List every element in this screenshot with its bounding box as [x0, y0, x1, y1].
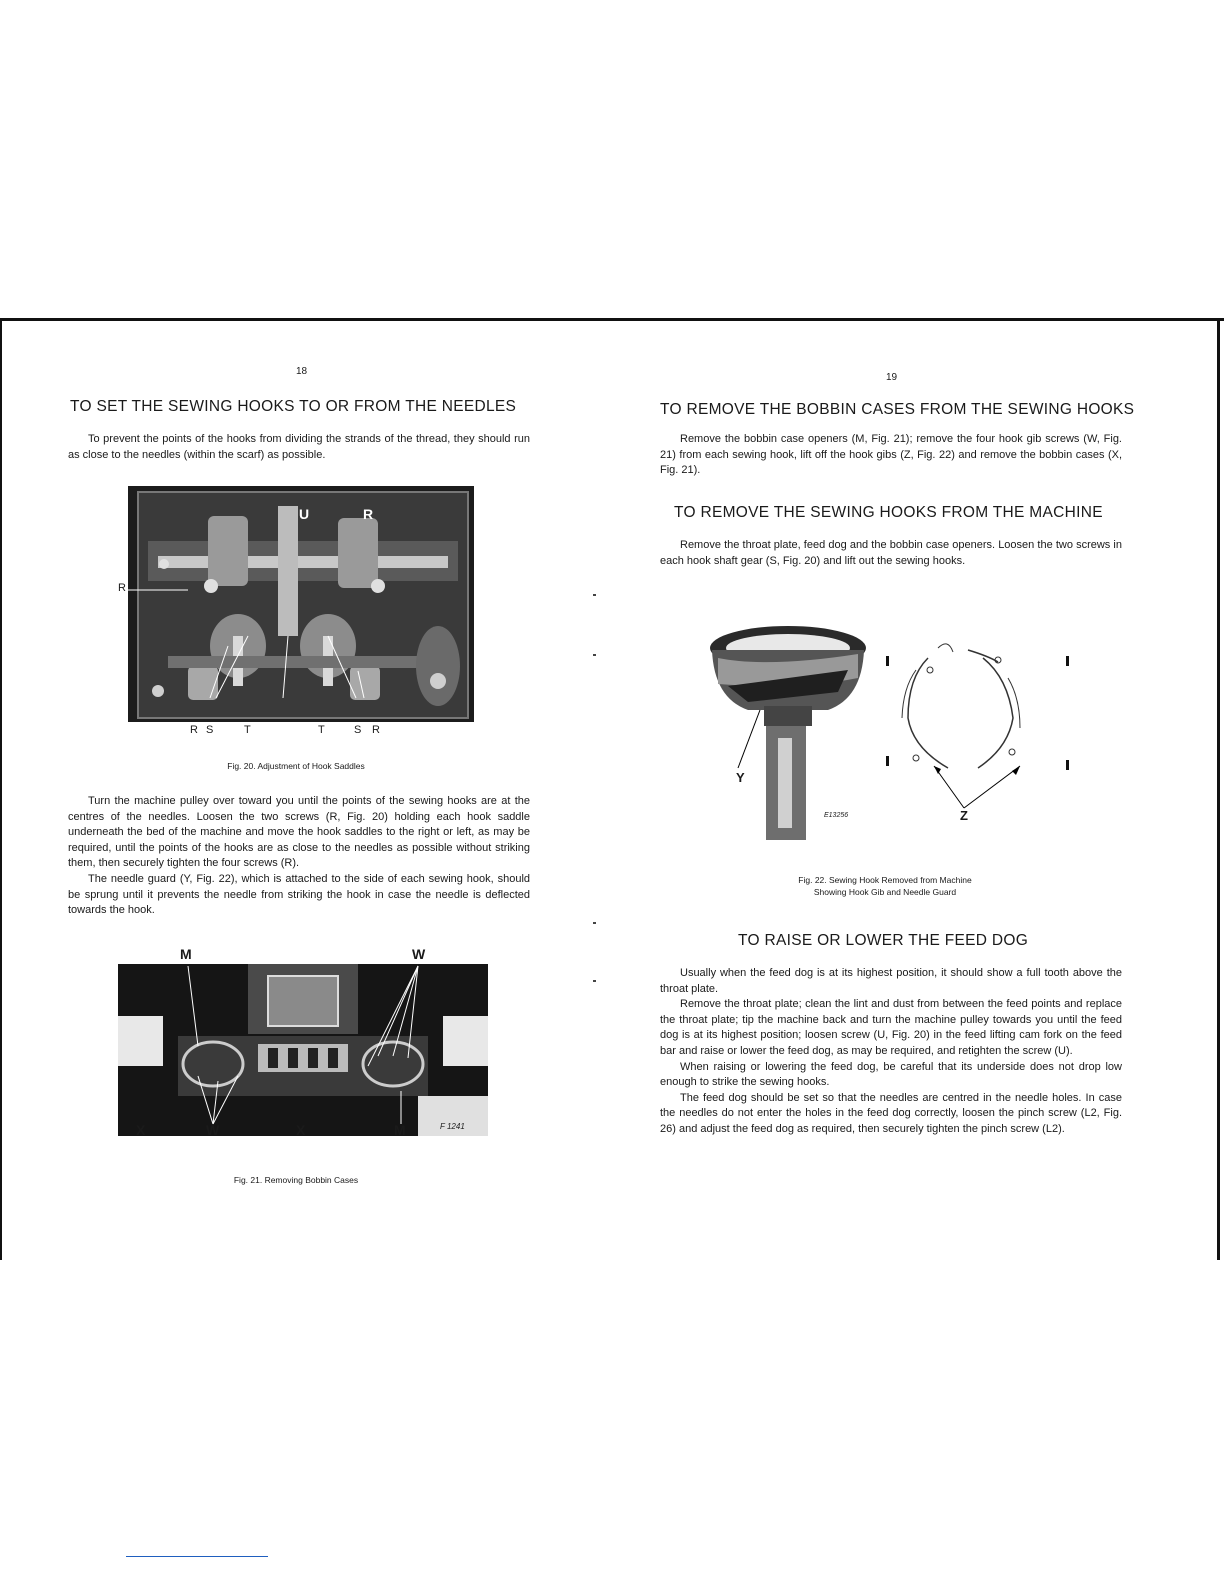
feed-dog-p2: Remove the throat plate; clean the lint and dust from between the feed points and replace the throat plate; tip the machine back and turn the machine pulley towards you until the feed dog is at its highest position; loosen screw (U, Fig. 20) in the feed lifting cam fork on the feed bar and raise or lower the feed dog, as may be required, and retighten the screw (U). — [660, 998, 1122, 1057]
heading-feed-dog: TO RAISE OR LOWER THE FEED DOG — [738, 932, 1029, 949]
bottom-link-underline — [126, 1556, 268, 1557]
fig21-label-x1: X — [136, 1122, 146, 1138]
fig20-label-u: U — [299, 506, 310, 522]
heading-set-hooks: TO SET THE SEWING HOOKS TO OR FROM THE NEEDLES — [70, 398, 517, 415]
fig21-code: F 1241 — [440, 1122, 465, 1131]
fig20-illustration — [128, 486, 474, 742]
fig22-label-y: Y — [736, 770, 745, 785]
heading-remove-bobbin-cases: TO REMOVE THE BOBBIN CASES FROM THE SEWING HOOKS — [660, 401, 1135, 418]
fig22-drawing — [708, 618, 1088, 848]
fig20-label-s2: S — [354, 724, 362, 736]
fig21-label-m-top: M — [180, 946, 192, 962]
feed-dog-p3: When raising or lowering the feed dog, be careful that its underside does not drop low enough to strike the sewing hooks. — [660, 1060, 1122, 1089]
scan-mark — [593, 922, 596, 924]
fig20-label-s1: S — [206, 724, 214, 736]
fig22-label-z: Z — [960, 808, 968, 823]
book-spread — [0, 318, 1224, 1260]
fig22-caption: Fig. 22. Sewing Hook Removed from Machine Showing Hook Gib and Needle Guard — [798, 875, 972, 897]
scan-mark — [593, 594, 596, 596]
para-remove-sewing-hooks: Remove the throat plate, feed dog and the bobbin case openers. Loosen the two screws in each hook shaft gear (S, Fig. 20) and lift out the sewing hooks. — [660, 539, 1122, 567]
page-top-border — [0, 318, 1224, 321]
left-body-p1: Turn the machine pulley over toward you until the points of the sewing hooks are at the centres of the needles. Loosen the two screws (R, Fig. 20) holding each hook saddle underneath the bed of the machine and move the hook saddles to the right or left, as may be required, until the points of the hooks are as close to the needles as possible without striking them, then securely tighten the four screws (R). — [68, 795, 530, 870]
page-left-border — [0, 318, 2, 1260]
fig21-label-w-bottom: W — [206, 1122, 220, 1138]
left-body-text — [68, 794, 530, 919]
page-right-border — [1217, 318, 1220, 1260]
fig21-label-w-top: W — [412, 946, 426, 962]
fig20-label-r2: R — [372, 724, 380, 736]
fig21-caption: Fig. 21. Removing Bobbin Cases — [233, 1175, 359, 1185]
fig22-illustration — [708, 618, 1088, 848]
fig22-code: E13256 — [824, 812, 849, 819]
feed-dog-text — [660, 966, 1122, 1138]
fig20-label-t1: T — [244, 724, 251, 736]
fig20-label-t2: T — [318, 724, 325, 736]
fig21-photo — [118, 946, 488, 1156]
intro-paragraph: To prevent the points of the hooks from dividing the strands of the thread, they should run as close to the needles (within the scarf) as possible. — [68, 433, 530, 461]
page-number-left: 18 — [296, 366, 308, 377]
feed-dog-p4: The feed dog should be set so that the needles are centred in the needle holes. In case the needles do not enter the holes in the feed dog correctly, loosen the pinch screw (L2, Fig. 26) and adjust the feed dog as required, then securely tighten the pinch screw (L2). — [660, 1091, 1122, 1135]
fig20-caption: Fig. 20. Adjustment of Hook Saddles — [227, 761, 365, 771]
page-number-right: 19 — [886, 372, 898, 383]
scan-mark — [593, 654, 596, 656]
fig21-label-m-bottom: M — [394, 1122, 406, 1138]
scan-mark — [593, 980, 596, 982]
para-remove-bobbin-cases: Remove the bobbin case openers (M, Fig. 21); remove the four hook gib screws (W, Fig. 21) from each sewing hook, lift off the hook gibs (Z, Fig. 22) and remove the bobbin cases (X, Fig. 21). — [660, 433, 1122, 477]
fig20-photo — [118, 486, 474, 742]
feed-dog-p1: Usually when the feed dog is at its highest position, it should show a full tooth above the throat plate. — [660, 967, 1122, 995]
fig20-label-r1: R — [190, 724, 198, 736]
left-body-p2: The needle guard (Y, Fig. 22), which is attached to the side of each sewing hook, should be sprung until it prevents the needle from striking the hook in case the needle is deflected towards the hook. — [68, 872, 530, 917]
heading-remove-sewing-hooks: TO REMOVE THE SEWING HOOKS FROM THE MACHINE — [674, 504, 1103, 521]
fig20-label-r-top: R — [363, 506, 374, 522]
fig20-label-r-left: R — [118, 582, 126, 594]
fig21-label-x2: X — [296, 1122, 306, 1138]
